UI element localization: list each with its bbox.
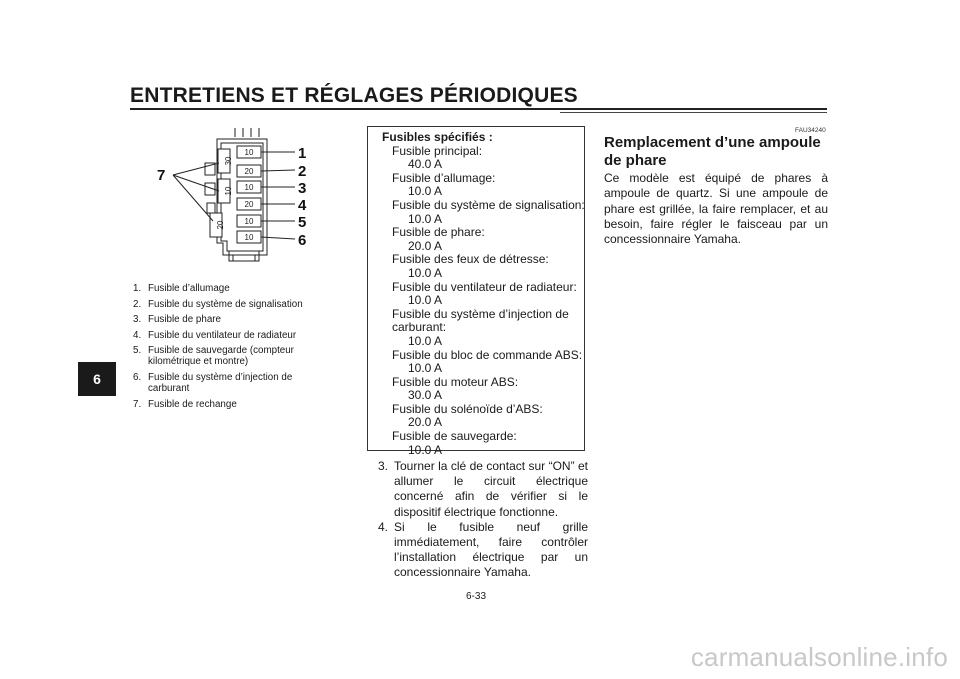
section-code: FAU34240: [795, 127, 826, 134]
fuse-label: 10: [244, 217, 254, 226]
section-body: Ce modèle est équipé de phares à ampoule de quartz. Si une ampoule de phare est grillée, la faire remplacer, et au besoin, faire régler le faisceau par un concessionnaire Yamaha.: [604, 171, 828, 247]
section-title: Remplacement d’une ampoule de phare: [604, 134, 821, 169]
spec-name: Fusible du solénoïde d’ABS:: [392, 401, 543, 416]
fuse-label: 10: [244, 148, 254, 157]
fuse-box-diagram: [145, 125, 325, 275]
callout-5: 5: [298, 214, 307, 231]
spec-name: Fusible du système de signalisation:: [392, 197, 585, 212]
callout-2: 2: [298, 163, 307, 180]
spec-value: 10.0 A: [408, 211, 443, 226]
page-title: ENTRETIENS ET RÉGLAGES PÉRIODIQUES: [130, 84, 578, 107]
fuse-label: 20: [244, 200, 254, 209]
spec-value: 20.0 A: [408, 238, 443, 253]
list-item: 3. Tourner la clé de contact sur “ON” et allumer le circuit électrique concerné afin de vérifier si le dispositif électrique fonctionne.: [378, 459, 588, 519]
spec-name: Fusible principal:: [392, 143, 483, 158]
fuse-label: 10: [244, 233, 254, 242]
list-item: 7. Fusible de rechange: [133, 399, 237, 410]
fuse-label: 10: [224, 186, 233, 196]
fuse-label: 30: [224, 156, 233, 166]
spec-value: 10.0 A: [408, 442, 443, 457]
callout-3: 3: [298, 180, 307, 197]
spec-name: Fusible du ventilateur de radiateur:: [392, 279, 577, 294]
header-rule: [130, 108, 827, 110]
callout-4: 4: [298, 197, 307, 214]
spec-name: Fusible du système d’injection de: [392, 306, 569, 321]
spec-title: Fusibles spécifiés :: [382, 130, 493, 144]
list-item: 4. Si le fusible neuf grille immédiatement, faire contrôler l’installation électrique par un concessionnaire Yamaha.: [378, 519, 588, 580]
spec-name: carburant:: [392, 320, 447, 335]
leader-lines: [173, 152, 295, 239]
header-rule-thin: [560, 112, 827, 113]
steps-list: [378, 459, 588, 581]
legend-list: [133, 281, 333, 413]
spec-value: 40.0 A: [408, 157, 443, 172]
spec-value: 10.0 A: [408, 184, 443, 199]
spec-content: [382, 131, 585, 457]
chapter-tab: 6: [78, 362, 116, 396]
spec-name: Fusible du bloc de commande ABS:: [392, 347, 583, 362]
spec-value: 10.0 A: [408, 361, 443, 376]
spec-value: 10.0 A: [408, 333, 443, 348]
watermark: carmanualsonline.info: [690, 642, 948, 672]
spec-name: Fusible de phare:: [392, 225, 485, 240]
callout-6: 6: [298, 232, 307, 249]
list-item: 3. Fusible de phare: [133, 314, 221, 325]
list-item: 2. Fusible du système de signalisation: [133, 298, 303, 310]
spec-value: 10.0 A: [408, 265, 443, 280]
spec-name: Fusible de sauvegarde:: [392, 429, 517, 444]
page-number: 6-33: [466, 591, 487, 602]
spec-value: 30.0 A: [408, 388, 443, 403]
list-item: 6. Fusible du système d’injection de carburant: [133, 372, 293, 394]
list-item: 4. Fusible du ventilateur de radiateur: [133, 329, 297, 341]
callout-1: 1: [298, 145, 307, 162]
spec-name: Fusible des feux de détresse:: [392, 252, 549, 267]
spec-name: Fusible d’allumage:: [392, 170, 496, 185]
fuse-label: 20: [216, 220, 225, 230]
list-item: 1. Fusible d’allumage: [133, 283, 230, 294]
main-fuses: [237, 146, 261, 243]
callout-7: 7: [157, 167, 166, 184]
spec-value: 10.0 A: [408, 293, 443, 308]
fuse-label: 20: [244, 167, 254, 176]
list-item: 5. Fusible de sauvegarde (compteur kilométrique et montre): [133, 345, 294, 367]
fuse-label: 10: [244, 183, 254, 192]
spec-name: Fusible du moteur ABS:: [392, 374, 519, 389]
spec-value: 20.0 A: [408, 415, 443, 430]
